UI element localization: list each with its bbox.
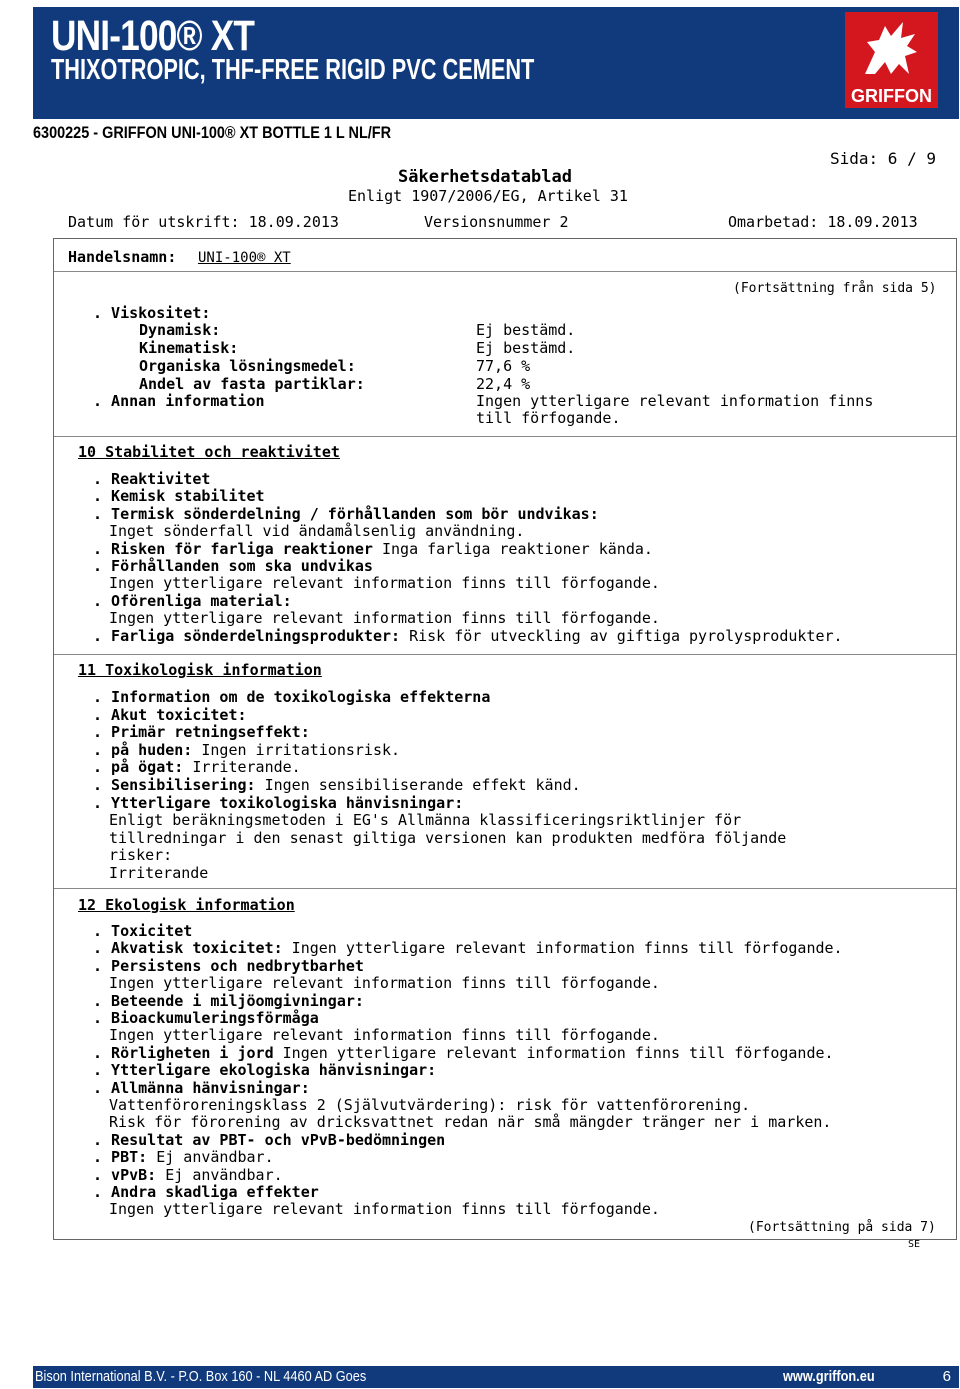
divider	[54, 888, 956, 889]
language-code: SE	[908, 1239, 921, 1250]
line-label: . Allmänna hänvisningar:	[93, 1078, 310, 1097]
section-line	[93, 1148, 274, 1166]
viscosity-row-value: Ej bestämd.	[476, 321, 576, 339]
line-text: Ingen ytterligare relevant information finns till förfogande.	[109, 1026, 660, 1045]
line-label: . Farliga sönderdelningsprodukter:	[93, 626, 401, 645]
line-text: Risk för utveckling av giftiga pyrolysprodukter.	[400, 626, 843, 645]
regulation-reference: Enligt 1907/2006/EG, Artikel 31	[348, 187, 628, 205]
section-line	[93, 706, 247, 724]
other-info-label: . Annan information	[93, 392, 265, 410]
website-link[interactable]: www.griffon.eu	[783, 1368, 875, 1385]
line-text: Ej användbar.	[147, 1148, 274, 1167]
line-label: . på huden:	[93, 740, 193, 759]
section-line	[93, 1079, 310, 1097]
section-line	[93, 557, 373, 575]
header-banner	[33, 7, 959, 119]
section-line	[93, 470, 210, 488]
section-line	[93, 688, 490, 706]
line-text: risker:	[109, 846, 173, 865]
griffin-icon	[845, 12, 938, 87]
product-code-line: 6300225 - GRIFFON UNI-100® XT BOTTLE 1 L NL/FR	[33, 123, 392, 142]
section-line	[93, 723, 310, 741]
line-label: . Primär retningseffekt:	[93, 723, 310, 742]
line-text: Risk för förorening av dricksvattnet redan när små mängder tränger ner i marken.	[109, 1113, 832, 1132]
footer-page-number: 6	[942, 1368, 951, 1385]
continued-on: (Fortsättning på sida 7)	[748, 1220, 936, 1235]
section-line	[109, 1026, 660, 1044]
line-text: tillredningar i den senast giltiga versionen kan produkten medföra följande	[109, 828, 787, 847]
section-line	[93, 992, 364, 1010]
line-text: Inga farliga reaktioner kända.	[372, 539, 653, 558]
section-line	[109, 811, 741, 829]
footer-bar	[33, 1366, 959, 1388]
version-number: Versionsnummer 2	[424, 213, 569, 231]
section-line	[109, 1113, 831, 1131]
line-label: . Andra skadliga effekter	[93, 1183, 319, 1201]
line-text: Ej användbar.	[156, 1165, 283, 1184]
viscosity-row-value: Ej bestämd.	[476, 339, 576, 357]
section-line	[93, 1131, 445, 1149]
viscosity-row-label: Organiska lösningsmedel:	[139, 357, 356, 375]
viscosity-row-label: Kinematisk:	[139, 339, 239, 357]
line-text: Vattenföroreningsklass 2 (Självutvärdering): risk för vattenförorening.	[109, 1096, 751, 1114]
line-label: . Resultat av PBT- och vPvB-bedömningen	[93, 1130, 446, 1149]
divider	[54, 654, 956, 655]
line-text: Irriterande	[109, 864, 209, 882]
section-10-heading: 10 Stabilitet och reaktivitet	[78, 443, 340, 461]
section-line	[109, 974, 660, 992]
line-text: Enligt beräkningsmetoden i EG's Allmänna klassificeringsriktlinjer för	[109, 811, 742, 830]
line-label: . Bioackumuleringsförmåga	[93, 1009, 319, 1027]
line-label: . Termisk sönderdelning / förhållanden som bör undvikas:	[93, 504, 599, 523]
section-line	[93, 627, 843, 645]
line-text: Ingen irritationsrisk.	[192, 740, 401, 759]
line-label: . Ytterligare ekologiska hänvisningar:	[93, 1061, 437, 1080]
line-text: Ingen ytterligare relevant information finns till förfogande.	[109, 974, 660, 993]
section-line	[93, 957, 364, 975]
line-text: Ingen ytterligare relevant information finns till förfogande.	[282, 939, 843, 958]
line-label: . Ytterligare toxikologiska hänvisningar:	[93, 793, 464, 812]
section-line	[93, 1061, 436, 1079]
line-label: . PBT:	[93, 1148, 148, 1167]
section-line	[93, 1166, 283, 1184]
other-info-value-cont: till förfogande.	[476, 409, 621, 427]
line-label: . Risken för farliga reaktioner	[93, 539, 373, 558]
section-12-heading: 12 Ekologisk information	[78, 896, 295, 914]
section-line	[93, 741, 400, 759]
section-line	[93, 1009, 319, 1027]
section-line	[93, 592, 292, 610]
line-text: Ingen ytterligare relevant information finns till förfogande.	[109, 1200, 660, 1219]
viscosity-row-value: 22,4 %	[476, 375, 531, 393]
revision-date: Omarbetad: 18.09.2013	[728, 213, 918, 231]
section-line	[93, 922, 192, 940]
trade-name: UNI-100® XT	[198, 250, 291, 266]
section-line	[109, 829, 786, 847]
divider	[54, 271, 956, 272]
viscosity-row-value: 77,6 %	[476, 357, 531, 375]
line-label: . Beteende i miljöomgivningar:	[93, 991, 364, 1010]
line-label: . Toxicitet	[93, 922, 193, 940]
section-line	[109, 574, 660, 592]
section-line	[109, 522, 524, 540]
document-title: Säkerhetsdatablad	[398, 167, 572, 187]
section-line	[93, 1044, 834, 1062]
divider	[54, 436, 956, 437]
section-line	[109, 1096, 750, 1114]
line-label: . Reaktivitet	[93, 470, 211, 488]
continued-from: (Fortsättning från sida 5)	[733, 281, 937, 296]
product-title: UNI-100® XT	[51, 12, 255, 60]
section-line	[93, 487, 265, 505]
section-line	[93, 540, 653, 558]
line-label: . Sensibilisering:	[93, 776, 256, 794]
griffon-logo	[845, 12, 938, 108]
viscosity-label: . Viskositet:	[93, 304, 211, 322]
line-label: . på ögat:	[93, 758, 184, 777]
trade-name-label: Handelsnamn:	[68, 248, 177, 266]
line-label: . Kemisk stabilitet	[93, 487, 265, 506]
section-line	[93, 758, 301, 776]
line-text: Ingen ytterligare relevant information finns till förfogande.	[109, 609, 660, 628]
line-label: . Persistens och nedbrytbarhet	[93, 956, 364, 975]
line-label: . Akvatisk toxicitet:	[93, 939, 283, 958]
line-label: . Information om de toxikologiska effekterna	[93, 688, 491, 706]
line-text: Ingen ytterligare relevant information finns till förfogande.	[109, 574, 660, 593]
section-line	[109, 1200, 660, 1218]
line-label: . Förhållanden som ska undvikas	[93, 557, 373, 575]
section-line	[109, 846, 172, 864]
viscosity-row-label: Andel av fasta partiklar:	[139, 375, 365, 393]
line-label: . Oförenliga material:	[93, 591, 292, 610]
line-label: . Rörligheten i jord	[93, 1043, 274, 1062]
product-subtitle: THIXOTROPIC, THF-FREE RIGID PVC CEMENT	[51, 54, 535, 86]
line-label: . vPvB:	[93, 1165, 157, 1184]
section-line	[93, 505, 599, 523]
section-11-heading: 11 Toxikologisk information	[78, 661, 322, 679]
section-line	[93, 939, 843, 957]
page-number: Sida: 6 / 9	[830, 149, 936, 168]
logo-wordmark: GRIFFON	[851, 86, 932, 106]
line-text: Irriterande.	[183, 758, 301, 777]
other-info-value: Ingen ytterligare relevant information finns	[476, 392, 874, 410]
line-text: Ingen ytterligare relevant information finns till förfogande.	[273, 1043, 834, 1062]
section-line	[109, 609, 660, 627]
line-label: . Akut toxicitet:	[93, 705, 247, 724]
company-address: Bison International B.V. - P.O. Box 160 - NL 4460 AD Goes	[35, 1368, 367, 1385]
print-date: Datum för utskrift: 18.09.2013	[68, 213, 339, 231]
section-line	[93, 1183, 319, 1201]
line-text: Ingen sensibiliserande effekt känd.	[255, 776, 581, 794]
section-line	[109, 864, 208, 882]
section-line	[93, 776, 581, 794]
line-text: Inget sönderfall vid ändamålsenlig användning.	[109, 522, 525, 541]
section-line	[93, 794, 463, 812]
viscosity-row-label: Dynamisk:	[139, 321, 221, 339]
